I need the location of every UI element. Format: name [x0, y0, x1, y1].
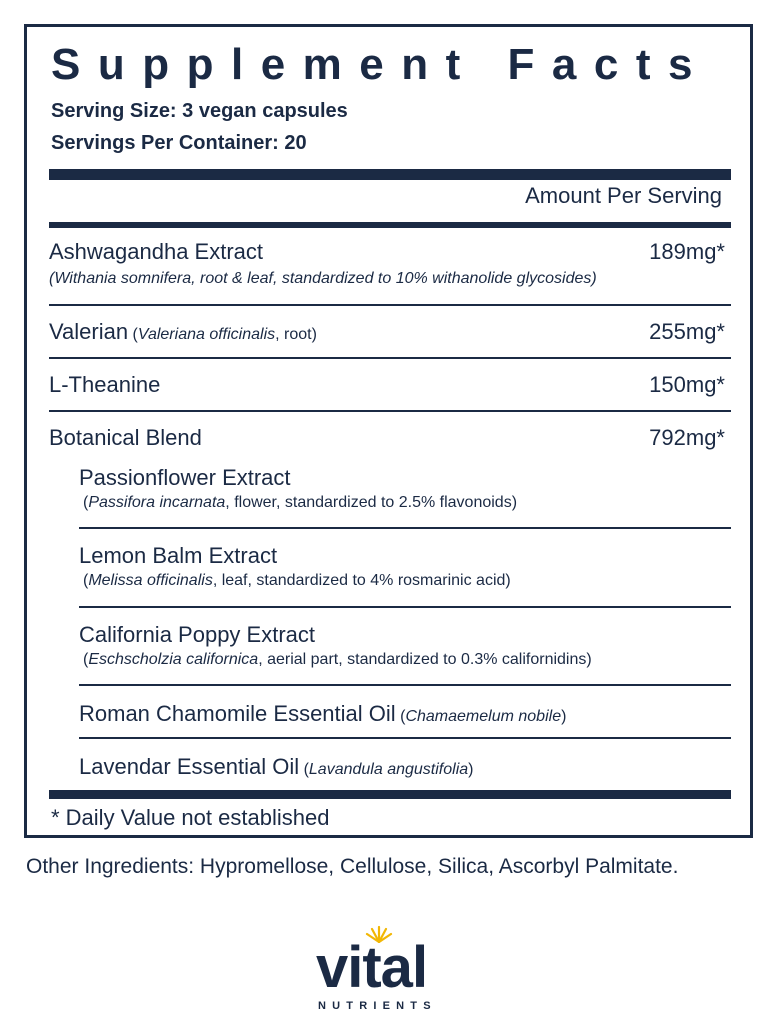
row-divider: [49, 410, 731, 412]
blend-item-name: Passionflower Extract: [79, 465, 291, 490]
blend-item-name: California Poppy Extract: [79, 622, 315, 647]
ingredient-name: Botanical Blend: [49, 425, 202, 450]
ingredient-detail: (Withania somnifera, root & leaf, standardized to 10% withanolide glycosides): [49, 270, 597, 287]
blend-item-detail: (Eschscholzia californica, aerial part, standardized to 0.3% californidins): [83, 651, 592, 668]
other-ingredients: Other Ingredients: Hypromellose, Cellulose, Silica, Ascorbyl Palmitate.: [26, 855, 679, 878]
brand-name: vital: [316, 935, 428, 1000]
blend-item-name: Lemon Balm Extract: [79, 543, 278, 568]
thick-divider: [49, 169, 731, 180]
blend-item-detail: (Melissa officinalis, leaf, standardized to 4% rosmarinic acid): [83, 572, 511, 589]
footnote: * Daily Value not established: [51, 805, 330, 830]
row-divider: [79, 737, 731, 739]
row-divider: [49, 304, 731, 306]
brand-subtitle: NUTRIENTS: [318, 1000, 437, 1012]
serving-size: Serving Size: 3 vegan capsules: [51, 100, 348, 122]
medium-divider: [49, 222, 731, 228]
servings-per-container: Servings Per Container: 20: [51, 132, 307, 154]
ingredient-name: L-Theanine: [49, 372, 161, 397]
ingredient-name: Ashwagandha Extract: [49, 239, 264, 264]
ingredient-amount: 150mg*: [649, 372, 725, 397]
row-divider: [79, 684, 731, 686]
blend-item-detail: (Passifora incarnata, flower, standardized to 2.5% flavonoids): [83, 494, 518, 511]
row-divider: [79, 606, 731, 608]
blend-item-name: Roman Chamomile Essential Oil (Chamaemelum nobile): [79, 701, 567, 726]
ingredient-name: Valerian (Valeriana officinalis, root): [49, 319, 317, 344]
brand-logo: [316, 925, 476, 1017]
ingredient-amount: 792mg*: [649, 425, 725, 450]
amount-per-serving-label: Amount Per Serving: [525, 183, 722, 208]
ingredient-amount: 255mg*: [649, 319, 725, 344]
supplement-facts-panel: [24, 24, 753, 838]
panel-title: Supplement Facts: [51, 40, 710, 89]
thick-divider: [49, 790, 731, 799]
ingredient-amount: 189mg*: [649, 239, 725, 264]
row-divider: [49, 357, 731, 359]
row-divider: [79, 527, 731, 529]
blend-item-name: Lavendar Essential Oil (Lavandula angustifolia): [79, 754, 474, 779]
